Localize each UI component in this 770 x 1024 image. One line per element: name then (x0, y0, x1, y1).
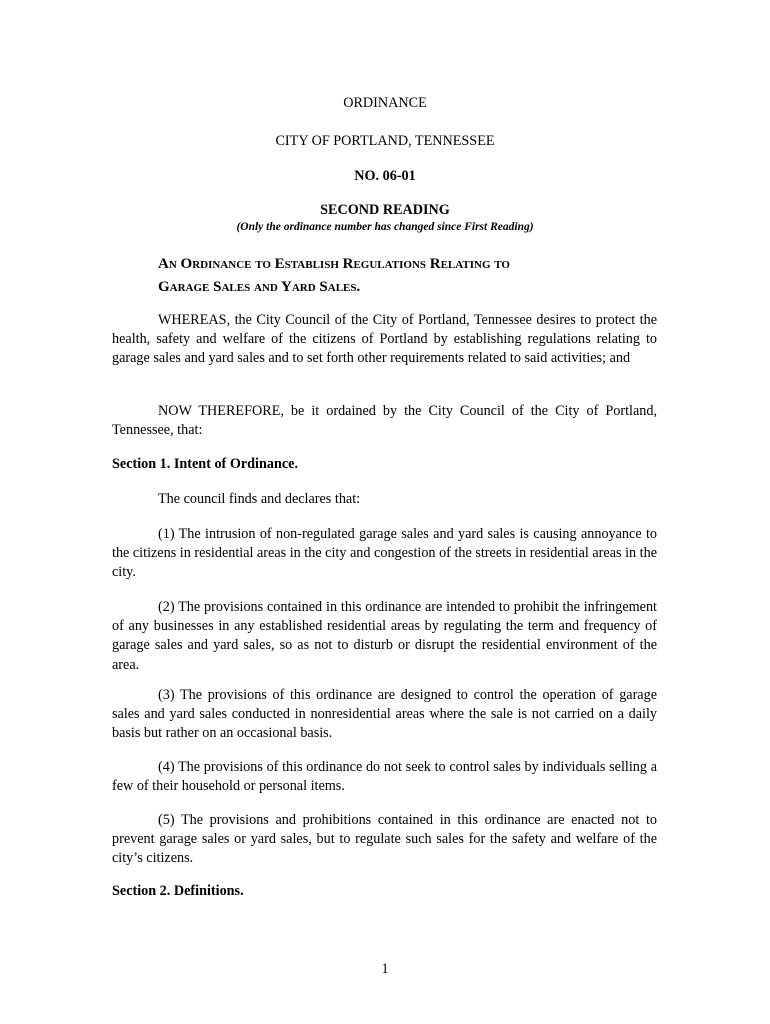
section-1-item-2: (2) The provisions contained in this ordinance are intended to prohibit the infringement of any businesses in any established residential areas by regulating the term and frequency of garage sales and yard sales, so as not to disturb or disrupt the residential environment of the area. (112, 599, 657, 673)
section-1-intro: The council finds and declares that: (158, 491, 361, 507)
section-2-heading: Section 2. Definitions. (112, 883, 244, 899)
section-1-item-1: (1) The intrusion of non-regulated garage sales and yard sales is causing annoyance to the citizens in residential areas in the city and congestion of the streets in residential areas in the city. (112, 526, 657, 581)
whereas-paragraph: WHEREAS, the City Council of the City of Portland, Tennessee desires to protect the health, safety and welfare of the citizens of Portland by establishing regulations relating to garage sales and yard sales and to set forth other requirements related to said activities; and (112, 312, 657, 367)
section-1-item-4: (4) The provisions of this ordinance do not seek to control sales by individuals selling a few of their household or personal items. (112, 759, 657, 795)
now-therefore-paragraph: NOW THEREFORE, be it ordained by the City Council of the City of Portland, Tennessee, that: (112, 403, 657, 439)
reading-note: (Only the ordinance number has changed since First Reading) (236, 221, 534, 233)
doc-type-heading: ORDINANCE (343, 95, 427, 111)
ordinance-number: NO. 06-01 (354, 168, 416, 184)
section-1-item-3: (3) The provisions of this ordinance are designed to control the operation of garage sales and yard sales conducted in nonresidential areas where the sale is not carried on a daily basis but rather on an occasional basis. (112, 687, 657, 742)
ordinance-title-line-2: Garage Sales and Yard Sales. (158, 279, 361, 295)
city-heading: CITY OF PORTLAND, TENNESSEE (275, 133, 495, 149)
ordinance-title (158, 253, 678, 299)
section-1-heading: Section 1. Intent of Ordinance. (112, 456, 299, 472)
ordinance-title-line-1: An Ordinance to Establish Regulations Relating to (158, 256, 510, 272)
page-number: 1 (381, 961, 389, 977)
reading-heading: SECOND READING (320, 202, 450, 218)
section-1-item-5: (5) The provisions and prohibitions contained in this ordinance are enacted not to prevent garage sales or yard sales, but to regulate such sales for the safety and welfare of the city’s citizens. (112, 812, 657, 867)
